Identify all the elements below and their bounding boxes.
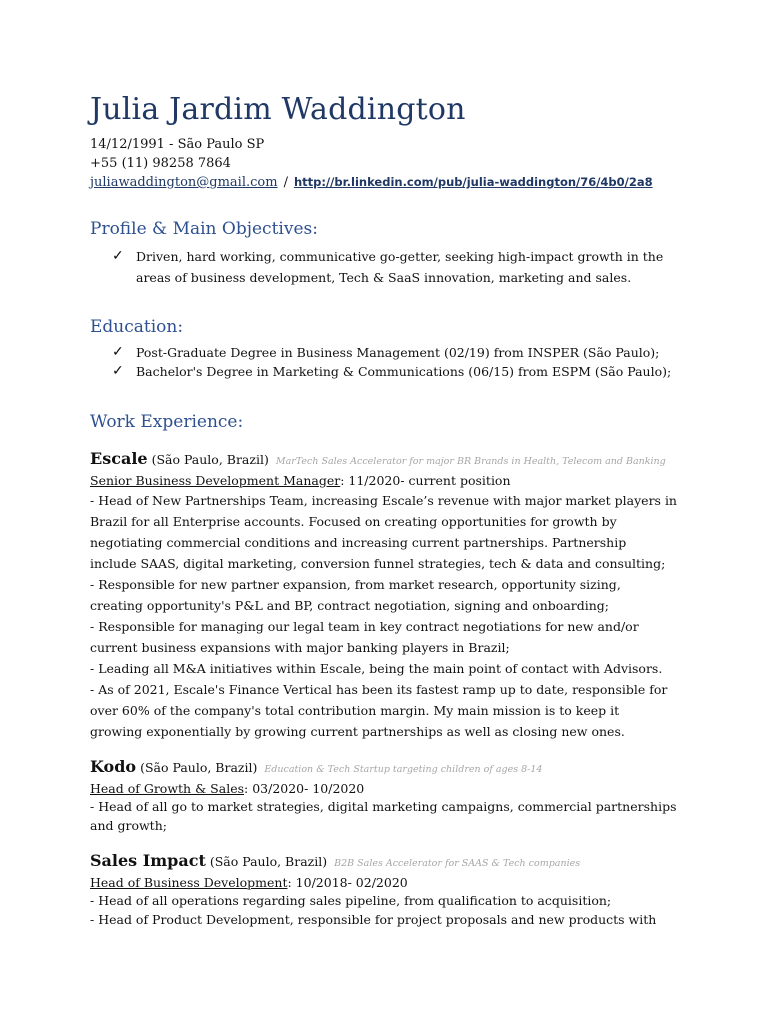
links-row bbox=[90, 173, 653, 193]
job-title: Head of Growth & Sales bbox=[90, 781, 245, 796]
job-period: : 10/2018- 02/2020 bbox=[287, 875, 408, 890]
responsibility-line: - Leading all M&A initiatives within Escale, being the main point of contact with Advisors. bbox=[90, 661, 663, 676]
responsibility-line: Brazil for all Enterprise accounts. Focused on creating opportunities for growth by bbox=[90, 514, 617, 529]
responsibility-line: - Responsible for new partner expansion, from market research, opportunity sizing, bbox=[90, 577, 621, 592]
company-name: Sales Impact bbox=[90, 851, 206, 870]
role-line bbox=[90, 780, 690, 798]
responsibility-line: - Head of all operations regarding sales pipeline, from qualification to acquisition; bbox=[90, 893, 612, 908]
education-item bbox=[112, 362, 692, 381]
education-list bbox=[112, 343, 692, 381]
job-responsibilities bbox=[90, 892, 690, 929]
candidate-name: Julia Jardim Waddington bbox=[90, 92, 466, 127]
link-separator: / bbox=[283, 175, 288, 190]
education-item-text: Bachelor's Degree in Marketing & Communications (06/15) from ESPM (São Paulo); bbox=[136, 364, 672, 379]
job-period: : 11/2020- current position bbox=[340, 473, 511, 488]
company-location: (São Paulo, Brazil) bbox=[140, 760, 258, 775]
responsibility-line: - As of 2021, Escale's Finance Vertical has been its fastest ramp up to date, responsible for bbox=[90, 682, 668, 697]
profile-item bbox=[112, 246, 692, 288]
check-mark-icon: ✓ bbox=[112, 248, 124, 264]
responsibility-line: include SAAS, digital marketing, conversion funnel strategies, tech & data and consulting; bbox=[90, 556, 666, 571]
profile-item-text: Driven, hard working, communicative go-getter, seeking high-impact growth in the areas of business development, Tech & SaaS innovation, marketing and sales. bbox=[136, 249, 664, 285]
company-location: (São Paulo, Brazil) bbox=[209, 854, 328, 869]
education-heading: Education: bbox=[90, 317, 184, 337]
job-header bbox=[90, 449, 690, 472]
responsibility-line: - Responsible for managing our legal team in key contract negotiations for new and/or bbox=[90, 619, 639, 634]
job-entry-sales-impact bbox=[90, 851, 690, 929]
check-mark-icon: ✓ bbox=[112, 363, 124, 379]
company-description: MarTech Sales Accelerator for major BR Brands in Health, Telecom and Banking bbox=[275, 456, 666, 467]
company-location: (São Paulo, Brazil) bbox=[151, 452, 269, 467]
company-name: Kodo bbox=[90, 757, 137, 776]
education-item bbox=[112, 343, 692, 362]
responsibility-line: over 60% of the company's total contribution margin. My main mission is to keep it bbox=[90, 703, 620, 718]
responsibility-line: - Head of Product Development, responsible for project proposals and new products with bbox=[90, 911, 657, 927]
linkedin-link[interactable]: http://br.linkedin.com/pub/julia-waddington/76/4b0/2a8 bbox=[293, 175, 653, 189]
responsibility-line: negotiating commercial conditions and increasing current partnerships. Partnership bbox=[90, 535, 627, 550]
profile-list bbox=[112, 246, 692, 288]
responsibility-line: - Head of all go to market strategies, digital marketing campaigns, commercial partnerships bbox=[90, 799, 677, 814]
profile-heading: Profile & Main Objectives: bbox=[90, 219, 318, 239]
role-line bbox=[90, 874, 690, 892]
job-entry-escale bbox=[90, 449, 690, 742]
phone-number: +55 (11) 98258 7864 bbox=[90, 155, 231, 171]
responsibility-line: current business expansions with major banking players in Brazil; bbox=[90, 640, 510, 655]
responsibility-line: creating opportunity's P&L and BP, contract negotiation, signing and onboarding; bbox=[90, 598, 610, 613]
company-description: B2B Sales Accelerator for SAAS & Tech companies bbox=[334, 858, 581, 869]
job-title: Head of Business Development bbox=[90, 875, 288, 890]
responsibility-line: - Head of New Partnerships Team, increasing Escale’s revenue with major market players in bbox=[90, 493, 677, 508]
check-mark-icon: ✓ bbox=[112, 344, 124, 360]
birth-date-location: 14/12/1991 - São Paulo SP bbox=[90, 137, 265, 152]
job-responsibilities bbox=[90, 490, 690, 742]
job-period: : 03/2020- 10/2020 bbox=[244, 781, 365, 796]
contact-block bbox=[90, 136, 653, 193]
company-name: Escale bbox=[90, 449, 148, 468]
work-experience-heading: Work Experience: bbox=[90, 412, 244, 432]
job-responsibilities bbox=[90, 798, 690, 835]
email-link[interactable]: juliawaddington@gmail.com bbox=[90, 175, 278, 190]
responsibility-line: growing exponentially by growing current partnerships as well as closing new ones. bbox=[90, 724, 625, 739]
responsibility-line: and growth; bbox=[90, 817, 167, 833]
job-title: Senior Business Development Manager bbox=[90, 473, 341, 488]
role-line bbox=[90, 472, 690, 490]
job-entry-kodo bbox=[90, 757, 690, 835]
education-item-text: Post-Graduate Degree in Business Management (02/19) from INSPER (São Paulo); bbox=[136, 345, 660, 360]
job-header bbox=[90, 757, 690, 780]
company-description: Education & Tech Startup targeting children of ages 8-14 bbox=[264, 764, 543, 775]
job-header bbox=[90, 851, 690, 874]
